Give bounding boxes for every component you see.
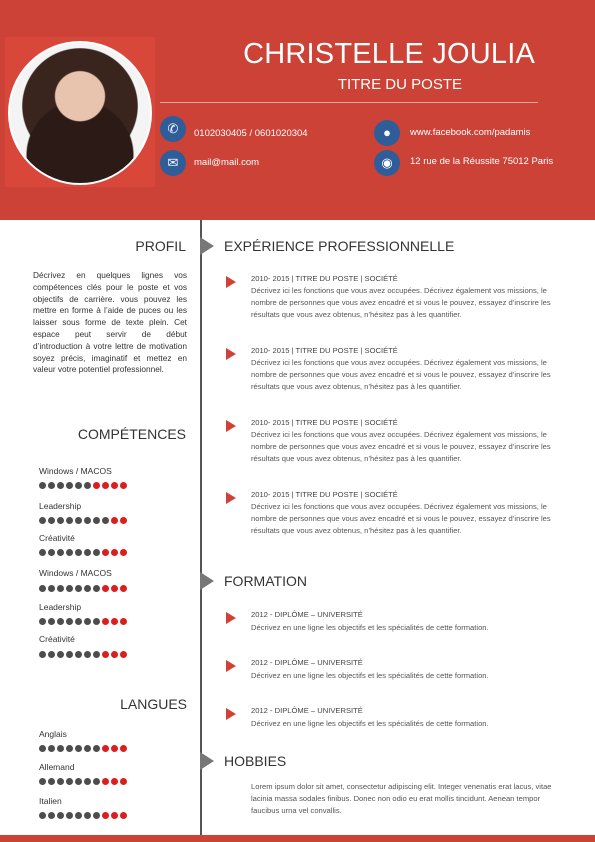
rating-dot	[48, 745, 55, 752]
bullet-triangle	[226, 492, 236, 504]
rating-dot	[48, 778, 55, 785]
rating-dot	[93, 618, 100, 625]
rating-dot	[66, 585, 73, 592]
rating-dot	[57, 812, 64, 819]
experience-desc: Décrivez ici les fonctions que vous avez occupées. Décrivez également vos missions, le nombre de personnes que vous avez encadré et si vous le pouvez, essayez d’inscrire les résultats que vous avez obtenus, n’hésitez pas à les quantifier.	[251, 286, 551, 319]
timeline-line	[200, 220, 202, 835]
rating-dot	[48, 482, 55, 489]
education-title: 2012 - DIPLÔME – UNIVERSITÉ	[251, 658, 363, 667]
experience-title: 2010- 2015 | TITRE DU POSTE | SOCIÉTÉ	[251, 274, 398, 283]
rating-dot	[111, 585, 118, 592]
profile-heading: PROFIL	[135, 238, 186, 254]
rating-dot	[120, 549, 127, 556]
rating-dot	[75, 549, 82, 556]
rating-dot	[102, 585, 109, 592]
phone-icon: ✆	[160, 116, 186, 142]
email-text: mail@mail.com	[194, 157, 260, 168]
rating-dot	[111, 745, 118, 752]
rating-dot	[84, 745, 91, 752]
experience-desc: Décrivez ici les fonctions que vous avez occupées. Décrivez également vos missions, le nombre de personnes que vous avez encadré et si vous le pouvez, essayez d’inscrire les résultats que vous avez obtenus, n’hésitez pas à les quantifier.	[251, 430, 551, 463]
rating-dot	[66, 778, 73, 785]
experience-desc: Décrivez ici les fonctions que vous avez occupées. Décrivez également vos missions, le nombre de personnes que vous avez encadré et si vous le pouvez, essayez d’inscrire les résultats que vous avez obtenus, n’hésitez pas à les quantifier.	[251, 358, 551, 391]
section-marker	[200, 572, 214, 590]
rating-dot	[102, 812, 109, 819]
rating-dot	[120, 745, 127, 752]
rating-dot	[93, 585, 100, 592]
experience-title: 2010- 2015 | TITRE DU POSTE | SOCIÉTÉ	[251, 418, 398, 427]
rating-dot	[111, 778, 118, 785]
job-title: TITRE DU POSTE	[337, 76, 462, 93]
rating-dot	[57, 585, 64, 592]
rating-dot	[120, 812, 127, 819]
language-rating	[39, 745, 127, 752]
rating-dot	[75, 651, 82, 658]
rating-dot	[39, 618, 46, 625]
section-marker	[200, 752, 214, 770]
rating-dot	[120, 482, 127, 489]
rating-dot	[102, 651, 109, 658]
experience-title: 2010- 2015 | TITRE DU POSTE | SOCIÉTÉ	[251, 346, 398, 355]
rating-dot	[39, 745, 46, 752]
rating-dot	[102, 549, 109, 556]
education-desc: Décrivez en une ligne les objectifs et les spécialités de cette formation.	[251, 671, 489, 680]
rating-dot	[48, 517, 55, 524]
rating-dot	[48, 585, 55, 592]
rating-dot	[111, 651, 118, 658]
rating-dot	[75, 517, 82, 524]
hobbies-heading: HOBBIES	[224, 753, 287, 769]
header-divider	[160, 102, 538, 103]
education-title: 2012 - DIPLÔME – UNIVERSITÉ	[251, 706, 363, 715]
rating-dot	[120, 651, 127, 658]
rating-dot	[57, 618, 64, 625]
hobbies-text: Lorem ipsum dolor sit amet, consectetur adipiscing elit. Integer venenatis erat lacus, vitae lacinia massa sodales finibus. Donec non odio eu erat mollis tincidunt. Aenean tempor faucibus urna vel convallis.	[251, 782, 552, 815]
rating-dot	[111, 812, 118, 819]
rating-dot	[84, 618, 91, 625]
rating-dot	[84, 482, 91, 489]
skill-rating	[39, 517, 127, 524]
candidate-name: CHRISTELLE JOULIA	[243, 38, 535, 70]
rating-dot	[48, 651, 55, 658]
rating-dot	[66, 651, 73, 658]
rating-dot	[66, 618, 73, 625]
bullet-triangle	[226, 708, 236, 720]
rating-dot	[75, 745, 82, 752]
rating-dot	[48, 618, 55, 625]
rating-dot	[66, 812, 73, 819]
rating-dot	[84, 651, 91, 658]
skills-heading: COMPÉTENCES	[77, 426, 186, 442]
language-label: Italien	[39, 796, 62, 806]
rating-dot	[57, 482, 64, 489]
language-label: Anglais	[39, 729, 67, 739]
rating-dot	[84, 812, 91, 819]
rating-dot	[93, 517, 100, 524]
rating-dot	[120, 517, 127, 524]
rating-dot	[84, 517, 91, 524]
rating-dot	[39, 778, 46, 785]
address-text: 12 rue de la Réussite 75012 Paris	[410, 156, 554, 167]
experience-title: 2010- 2015 | TITRE DU POSTE | SOCIÉTÉ	[251, 490, 398, 499]
experience-heading: EXPÉRIENCE PROFESSIONNELLE	[224, 238, 455, 254]
skill-rating	[39, 585, 127, 592]
rating-dot	[57, 745, 64, 752]
rating-dot	[102, 482, 109, 489]
language-rating	[39, 812, 127, 819]
rating-dot	[75, 812, 82, 819]
bullet-triangle	[226, 612, 236, 624]
rating-dot	[39, 585, 46, 592]
rating-dot	[93, 745, 100, 752]
rating-dot	[120, 618, 127, 625]
language-rating	[39, 778, 127, 785]
skill-label: Windows / MACOS	[39, 568, 112, 578]
profile-photo	[8, 41, 152, 185]
rating-dot	[75, 482, 82, 489]
rating-dot	[39, 482, 46, 489]
bullet-triangle	[226, 348, 236, 360]
rating-dot	[57, 549, 64, 556]
skill-rating	[39, 651, 127, 658]
skill-rating	[39, 618, 127, 625]
education-desc: Décrivez en une ligne les objectifs et les spécialités de cette formation.	[251, 719, 489, 728]
rating-dot	[93, 778, 100, 785]
profile-text: Décrivez en quelques lignes vos compétences clés pour le poste et vos objectifs de carrière. vous pouvez les mettre en forme à l’aide de puces ou les laisser sous forme de texte plein. Cet espace peut servir de début d’introduction à votre lettre de motivation soyez précis, imaginatif et mettez en valeur votre potentiel professionnel.	[33, 270, 187, 375]
facebook-text: www.facebook.com/padamis	[410, 127, 531, 138]
footer-bar	[0, 835, 595, 842]
rating-dot	[84, 585, 91, 592]
rating-dot	[66, 517, 73, 524]
rating-dot	[75, 778, 82, 785]
rating-dot	[102, 517, 109, 524]
rating-dot	[84, 778, 91, 785]
rating-dot	[111, 549, 118, 556]
skill-label: Créativité	[39, 634, 75, 644]
rating-dot	[57, 517, 64, 524]
languages-heading: LANGUES	[120, 696, 187, 712]
bullet-triangle	[226, 420, 236, 432]
skill-rating	[39, 482, 127, 489]
rating-dot	[93, 482, 100, 489]
rating-dot	[39, 812, 46, 819]
rating-dot	[48, 812, 55, 819]
envelope-icon: ✉	[160, 150, 186, 176]
rating-dot	[84, 549, 91, 556]
experience-desc: Décrivez ici les fonctions que vous avez occupées. Décrivez également vos missions, le nombre de personnes que vous avez encadré et si vous le pouvez, essayez d’inscrire les résultats que vous avez obtenus, n’hésitez pas à les quantifier.	[251, 502, 551, 535]
phone-text: 0102030405 / 0601020304	[194, 128, 308, 139]
rating-dot	[93, 812, 100, 819]
skill-label: Créativité	[39, 533, 75, 543]
rating-dot	[102, 618, 109, 625]
rating-dot	[120, 778, 127, 785]
rating-dot	[57, 778, 64, 785]
rating-dot	[102, 778, 109, 785]
bullet-triangle	[226, 276, 236, 288]
skill-label: Windows / MACOS	[39, 466, 112, 476]
education-heading: FORMATION	[224, 573, 307, 589]
rating-dot	[39, 517, 46, 524]
rating-dot	[39, 549, 46, 556]
rating-dot	[66, 549, 73, 556]
rating-dot	[111, 618, 118, 625]
rating-dot	[39, 651, 46, 658]
bullet-triangle	[226, 660, 236, 672]
rating-dot	[111, 482, 118, 489]
rating-dot	[120, 585, 127, 592]
skill-label: Leadership	[39, 501, 82, 511]
skill-rating	[39, 549, 127, 556]
skill-label: Leadership	[39, 602, 82, 612]
education-title: 2012 - DIPLÔME – UNIVERSITÉ	[251, 610, 363, 619]
rating-dot	[66, 482, 73, 489]
rating-dot	[93, 549, 100, 556]
rating-dot	[111, 517, 118, 524]
section-marker	[200, 237, 214, 255]
rating-dot	[75, 585, 82, 592]
location-pin-icon: ◉	[374, 150, 400, 176]
globe-icon: ●	[374, 120, 400, 146]
rating-dot	[93, 651, 100, 658]
language-label: Allemand	[39, 762, 75, 772]
rating-dot	[66, 745, 73, 752]
rating-dot	[48, 549, 55, 556]
education-desc: Décrivez en une ligne les objectifs et les spécialités de cette formation.	[251, 623, 489, 632]
rating-dot	[102, 745, 109, 752]
rating-dot	[57, 651, 64, 658]
rating-dot	[75, 618, 82, 625]
